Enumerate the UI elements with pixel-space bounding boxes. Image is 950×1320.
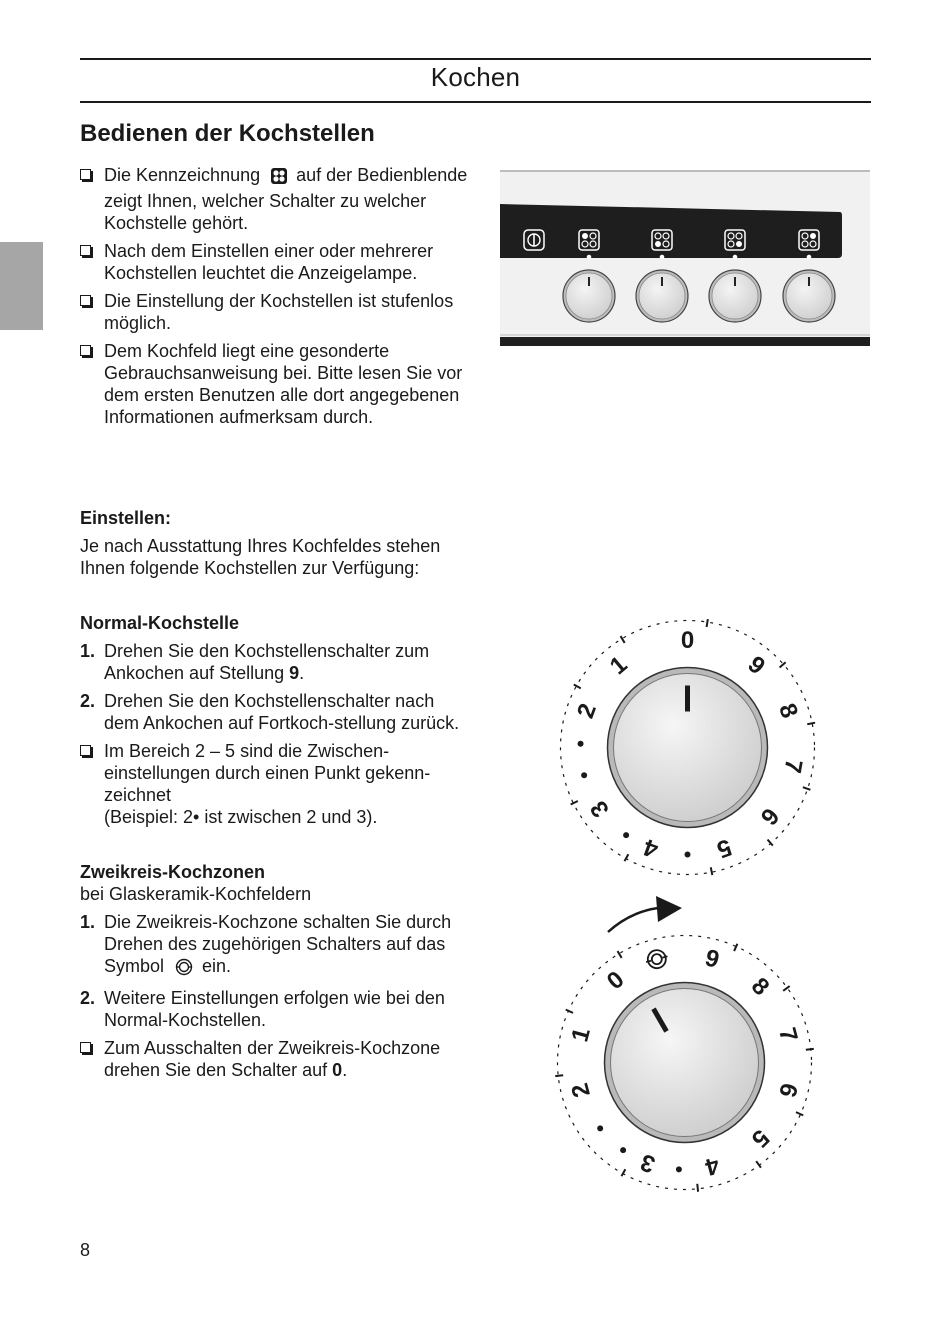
checkbox-bullet-icon xyxy=(80,295,91,306)
item-text: auf der xyxy=(296,165,353,185)
step-end: ein. xyxy=(202,956,232,976)
dial2-label: 3 xyxy=(637,1148,659,1179)
checkbox-bullet-icon xyxy=(80,245,91,256)
dial1-label: 1 xyxy=(604,650,633,681)
item-text: Dem Kochfeld liegt eine gesonderte Gebrauchsanweisung bei. Bitte lesen Sie vor dem ersten Benutzen alle dort angegebenen Informationen aufmerksam durch. xyxy=(104,341,463,427)
dial1-label: 0 xyxy=(680,627,695,654)
note-text: Zum Ausschalten der Zweikreis-Kochzone drehen Sie den Schalter auf xyxy=(104,1038,441,1080)
normal-section xyxy=(80,612,470,834)
hob-zone-icon xyxy=(270,167,288,190)
step-item xyxy=(80,640,470,684)
dial2-label: 4 xyxy=(702,1151,723,1181)
dual-circuit-symbol-icon xyxy=(644,948,670,971)
step-text: Weitere Einstellungen erfolgen wie bei den Normal-Kochstellen. xyxy=(104,988,445,1030)
note-text: Im Bereich 2 – 5 sind die Zwischen-einstellungen durch einen Punkt gekenn-zeichnet xyxy=(104,741,431,805)
dial1-label: 5 xyxy=(713,833,735,864)
dial1-label: 6 xyxy=(754,802,785,831)
step-text: Die Zweikreis-Kochzone schalten Sie durch Drehen des zugehörigen Schalters auf das Symbol xyxy=(104,912,452,976)
dial2-label: 6 xyxy=(773,1080,803,1101)
checkbox-bullet-icon xyxy=(80,345,91,356)
list-item xyxy=(80,740,470,828)
dial1-label: 9 xyxy=(742,650,771,681)
dial2-label: 8 xyxy=(745,972,775,1002)
dial1-label: 4 xyxy=(640,833,662,864)
dial2-label: 1 xyxy=(566,1024,596,1045)
zweikreis-heading: Zweikreis-Kochzonen xyxy=(80,862,266,882)
dial2-label: 0 xyxy=(601,965,630,996)
item-text: Nach dem Einstellen einer oder mehrerer Kochstellen leuchtet die Anzeigelampe. xyxy=(104,241,434,283)
list-item xyxy=(80,1037,470,1081)
item-text: Die Kennzeichnung xyxy=(104,165,261,185)
list-item xyxy=(80,340,470,428)
chapter-tab-marker xyxy=(0,242,43,330)
step-number: 2. xyxy=(80,691,96,711)
dial2-label: 2 xyxy=(566,1080,596,1101)
dial2-dot xyxy=(676,1166,682,1172)
dial2-dot xyxy=(620,1147,626,1153)
checkbox-bullet-icon xyxy=(80,1042,91,1053)
step-text: Drehen Sie den Kochstellenschalter nach dem Ankochen auf Fortkoch-stellung zurück. xyxy=(104,691,460,733)
normal-dial-illustration xyxy=(555,615,820,880)
dial1-dot xyxy=(623,832,629,838)
dial2-label: 5 xyxy=(745,1123,775,1153)
list-item xyxy=(80,240,470,284)
dial1-label: 2 xyxy=(571,700,602,722)
step-item xyxy=(80,911,470,981)
step-number: 1. xyxy=(80,912,96,932)
dial1-label: 7 xyxy=(778,757,808,776)
checkbox-bullet-icon xyxy=(80,745,91,756)
step-text: Drehen Sie den Kochstellenschalter zum Ankochen auf Stellung xyxy=(104,641,430,683)
dual-circuit-icon xyxy=(174,958,194,981)
dial2-label: 9 xyxy=(702,944,723,974)
dial1-dot xyxy=(685,852,691,858)
normal-heading: Normal-Kochstelle xyxy=(80,613,240,633)
dial1-label: 3 xyxy=(584,795,615,823)
header-rule-bottom xyxy=(80,101,871,103)
list-item xyxy=(80,164,470,234)
note-bold-value: 0 xyxy=(332,1060,343,1080)
dial1-dot xyxy=(578,741,584,747)
zweikreis-section xyxy=(80,861,470,1087)
page-number: 8 xyxy=(80,1240,91,1260)
step-item xyxy=(80,690,470,734)
step-number: 2. xyxy=(80,988,96,1008)
control-panel-illustration xyxy=(500,170,870,346)
page-header-title: Kochen xyxy=(430,62,521,92)
item-text: Die Einstellung der Kochstellen ist stufenlos möglich. xyxy=(104,291,454,333)
dial2-label: 7 xyxy=(773,1024,803,1045)
list-item xyxy=(80,290,470,334)
einstellen-heading: Einstellen: xyxy=(80,508,172,528)
intro-list xyxy=(80,164,470,434)
section-title: Bedienen der Kochstellen xyxy=(80,120,375,147)
dial1-label: 8 xyxy=(773,700,804,722)
step-item xyxy=(80,987,470,1031)
note-end: . xyxy=(342,1060,348,1080)
header-rule-top xyxy=(80,58,871,60)
einstellen-text: Je nach Ausstattung Ihres Kochfeldes stehen Ihnen folgende Kochstellen zur Verfügung: xyxy=(80,536,441,578)
dial1-dot xyxy=(581,772,587,778)
step-end: . xyxy=(299,663,305,683)
step-bold-value: 9 xyxy=(289,663,300,683)
dial2-dot xyxy=(597,1125,603,1131)
step-number: 1. xyxy=(80,641,96,661)
item-text: Bedienblende zeigt Ihnen, welcher Schalter zu welcher Kochstelle gehört. xyxy=(104,165,468,233)
dual-circuit-dial-illustration xyxy=(552,930,817,1195)
einstellen-section xyxy=(80,507,470,579)
checkbox-bullet-icon xyxy=(80,169,91,180)
zweikreis-subheading: bei Glaskeramik-Kochfeldern xyxy=(80,884,312,904)
note-example: (Beispiel: 2• ist zwischen 2 und 3). xyxy=(104,807,378,827)
